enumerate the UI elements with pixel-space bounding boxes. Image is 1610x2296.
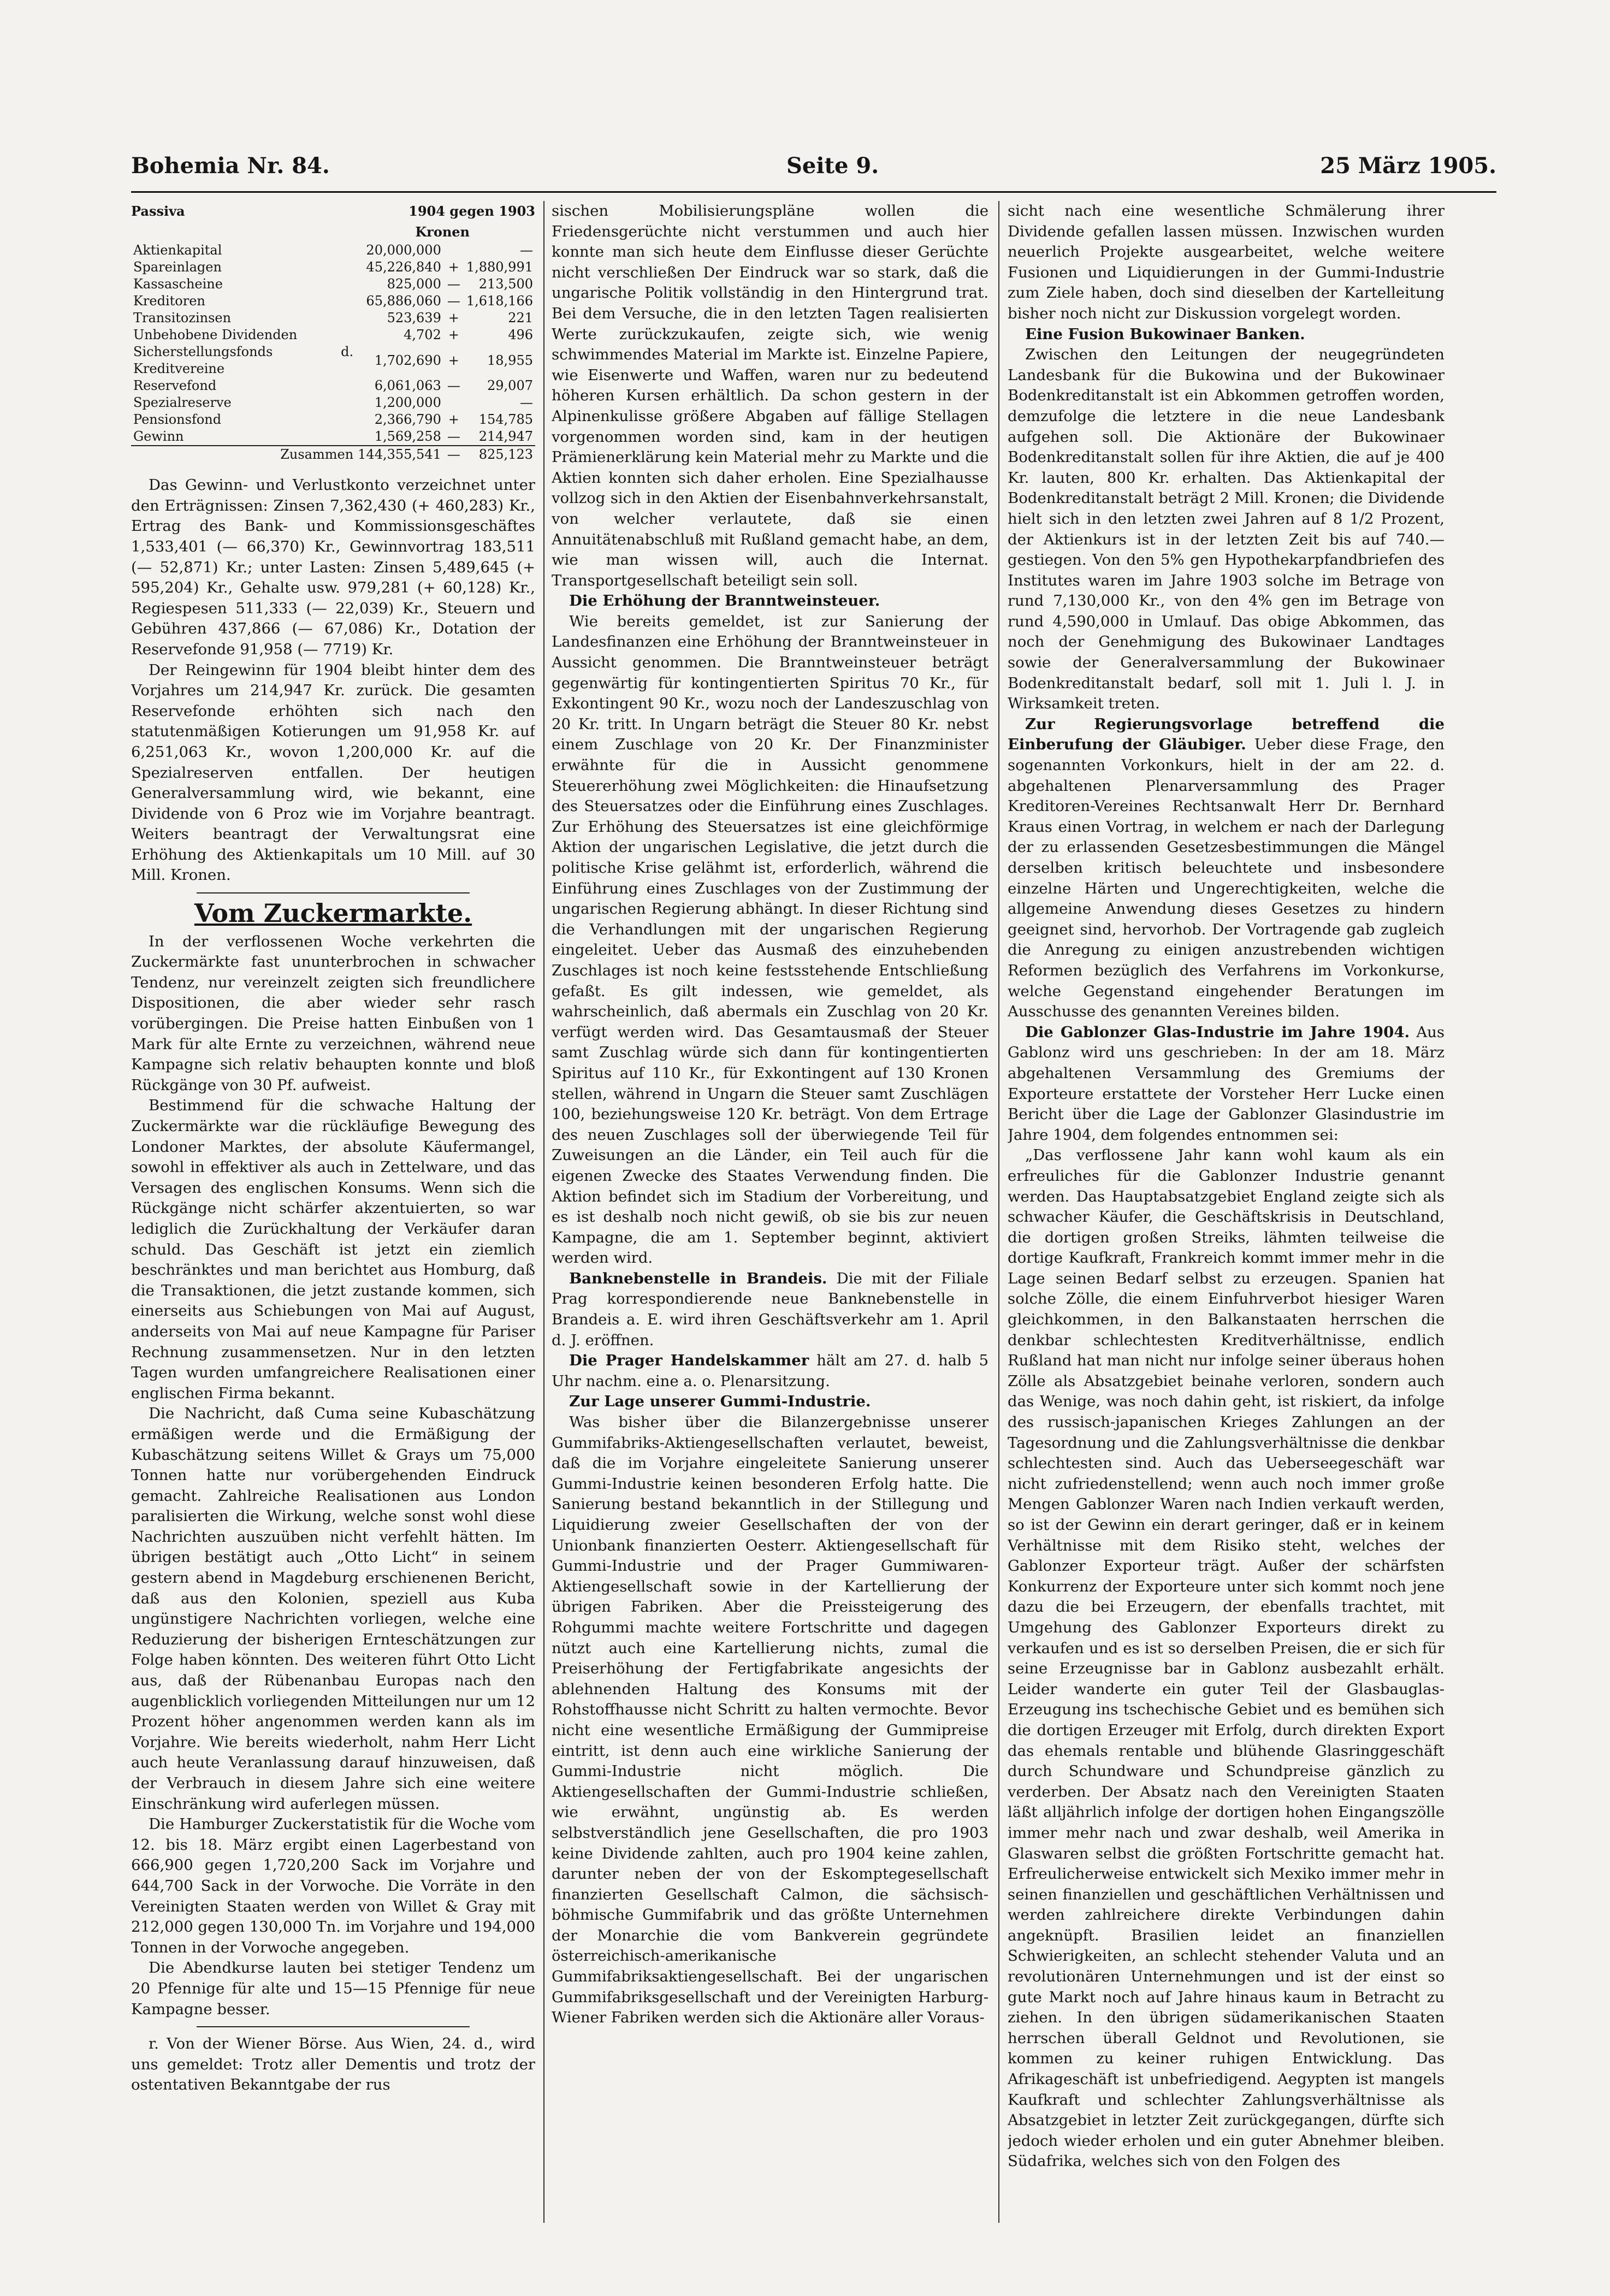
passiva-item-change: — bbox=[520, 242, 533, 258]
passiva-item-name: Aktienkapital bbox=[133, 242, 222, 258]
article-paragraph: Bestimmend für die schwache Haltung der Zuckermärkte war die rückläufige Bewegung des Londoner Marktes, der absolute Käufermangel, sowohl in effektiver als auch in Zettelware, und das Versagen des englischen Konsums. Wenn sich die Rückgänge nicht schärfer akzentuierten, so war lediglich die Zurückhaltung der Verkäufer daran schuld. Das Geschäft ist jetzt ein ziemlich beschränktes und man berichtet aus Homburg, daß die Transaktionen, die jetzt zustande kommen, sich einerseits aus Schiebungen von Mai auf August, anderseits von Mai auf neue Kampagne für Pariser Rechnung zusammensetzen. Nur in den letzten Tagen wurden umfangreichere Realisationen einer englischen Firma bekannt. bbox=[131, 1097, 535, 1402]
publication-title: Bohemia Nr. 84. bbox=[131, 153, 330, 179]
article-paragraph: sischen Mobilisierungspläne wollen die Friedensgerüchte nicht verstummen und auch hier konnte man sich heute dem Einflusse dieser Gerüchte nicht verschließen Der Eindruck war so stark, daß die ungarische Politik vollständig in den Hintergrund trat. Bei dem Versuche, die in den letzten Tagen realisierten Werte zurückzukaufen, zeigte sich, wie wenig schwimmendes Material im Markte ist. Einzelne Papiere, wie Eisenwerte und Waffen, waren nur zu bedeutend höheren Kursen erhältlich. Da schon gestern in der Alpinenkulisse größere Abgaben auf fällige Stellagen vorgenommen worden sind, kam in der heutigen Prämienerklärung kein Material mehr zu Markte und die Aktien konnten sich daher erholen. Eine Spezialhausse vollzog sich in den Aktien der Eisenbahnverkehrsanstalt, von welcher verlautete, daß sie einen Annuitätenabschluß mit Rußland gemacht habe, an dem, wie man wissen will, auch die Internat. Transportgesellschaft beteiligt sein soll. bbox=[552, 202, 989, 589]
article-heading: Die Erhöhung der Branntweinsteuer. bbox=[569, 592, 880, 610]
passiva-row bbox=[131, 276, 535, 293]
passiva-item-value: 45,226,840 bbox=[366, 259, 441, 275]
passiva-currency: Kronen bbox=[415, 223, 470, 240]
passiva-row bbox=[131, 259, 535, 276]
passiva-item-name: Spezialreserve bbox=[133, 395, 232, 411]
article-heading: Banknebenstelle in Brandeis. bbox=[569, 1269, 827, 1287]
passiva-item-value: 1,702,690 bbox=[374, 352, 441, 368]
passiva-item-sign: + bbox=[448, 259, 459, 275]
passiva-item-name: Kassascheine bbox=[133, 276, 223, 292]
article-paragraph: Die Hamburger Zuckerstatistik für die Woche vom 12. bis 18. März ergibt einen Lagerbestand von 666,900 gegen 1,720,200 Sack im Vorjahre und 644,700 Sack in der Vorwoche. Die Vorräte in den Vereinigten Staaten werden von Willet & Gray mit 212,000 gegen 130,000 Tn. im Vorjahre und 194,000 Tonnen in der Vorwoche angegeben. bbox=[131, 1815, 535, 1956]
total-change: 825,123 bbox=[478, 447, 533, 463]
passiva-item-value: 4,702 bbox=[404, 327, 441, 343]
article-paragraph: Die Nachricht, daß Cuma seine Kubaschätzung ermäßigen werde und die Ermäßigung der Kubaschätzung seitens Willet & Grays um 75,000 Tonnen hatte nur vorübergehenden Eindruck gemacht. Zahlreiche Realisationen aus London paralisierten die Wirkung, welche sonst wohl diese Nachrichten auszuüben nicht verfehlt hätten. Im übrigen bestätigt auch „Otto Licht“ in seinem gestern abend in Magdeburg erschienenen Bericht, daß aus den Kolonien, speziell aus Kuba ungünstigere Nachrichten vorliegen, welche eine Reduzierung der bisherigen Ernteschätzungen zur Folge haben könnten. Des weiteren führt Otto Licht aus, daß der Rübenanbau Europas nach den augenblicklich vorliegenden Mitteilungen nur um 12 Prozent höher angenommen werden kann als im Vorjahre. Wie bereits wiederholt, nahm Herr Licht auch heute Veranlassung darauf hinzuweisen, daß der Verbrauch in diesem Jahre sich eine weitere Einschränkung wird auferlegen müssen. bbox=[131, 1405, 535, 1813]
article-heading: Eine Fusion Bukowinaer Banken. bbox=[1025, 325, 1305, 343]
passiva-row bbox=[131, 377, 535, 394]
passiva-item-change: — bbox=[520, 395, 533, 411]
article-paragraph: Aus Gablonz wird uns geschrieben: In der am 18. März abgehaltenen Versammlung des Gremiums der Exporteure erstattete der Vorsteher Herr Lucke einen Bericht über die Lage der Gablonzer Glasindustrie im Jahre 1904, dem folgendes entnommen sei: bbox=[1008, 1023, 1445, 1144]
passiva-item-sign: — bbox=[447, 429, 460, 445]
passiva-item-change: 1,618,166 bbox=[466, 293, 533, 309]
section-title: Vom Zuckermarkte. bbox=[194, 898, 472, 928]
passiva-item-change: 18,955 bbox=[487, 352, 533, 368]
passiva-item-value: 20,000,000 bbox=[366, 242, 441, 258]
header-rule bbox=[131, 191, 1496, 193]
passiva-item-value: 2,366,790 bbox=[374, 412, 441, 428]
passiva-item-sign: — bbox=[447, 378, 460, 394]
newspaper-page bbox=[98, 82, 1496, 2245]
passiva-item-sign bbox=[443, 242, 464, 259]
column-1 bbox=[131, 201, 535, 2245]
column-divider-2 bbox=[998, 201, 999, 2223]
passiva-item-sign: + bbox=[448, 352, 459, 368]
passiva-header bbox=[131, 201, 535, 222]
issue-date: 25 März 1905. bbox=[1320, 153, 1496, 179]
passiva-item-sign: + bbox=[448, 327, 459, 343]
passiva-item-name: Transitozinsen bbox=[133, 310, 232, 326]
separator bbox=[197, 892, 470, 893]
passiva-item-value: 1,200,000 bbox=[374, 395, 441, 411]
article-paragraph: Ueber diese Frage, den sogenannten Vorkonkurs, hielt in der am 22. d. abgehaltenen Plenarversammlung des Prager Kreditoren-Vereines Rechtsanwalt Herr Dr. Bernhard Kraus einen Vortrag, in welchem er nach der Darlegung der zu erlassenden Gesetzesbestimmungen die Mängel derselben kritisch beleuchtete und insbesondere einzelne Härten und Ungerechtigkeiten, welche die allgemeine Anwendung dieses Gesetzes zu hindern geeignet sind, hervorhob. Der Vortragende gab zugleich die Anregung zu einigen anzustrebenden wichtigen Reformen bezüglich des Verfahrens im Vorkonkurse, welche Gegenstand eingehender Beratungen im Ausschusse des genannten Vereines bilden. bbox=[1008, 736, 1445, 1021]
passiva-table bbox=[131, 242, 535, 463]
passiva-item-value: 523,639 bbox=[387, 310, 441, 326]
passiva-row bbox=[131, 344, 535, 377]
total-value: 144,355,541 bbox=[358, 447, 441, 463]
article-paragraph: Die mit der Filiale Prag korrespondierende neue Banknebenstelle in Brandeis a. E. wird ihren Geschäftsverkehr am 1. April d. J. eröffnen. bbox=[552, 1269, 989, 1349]
passiva-item-value: 1,569,258 bbox=[374, 429, 441, 445]
passiva-row bbox=[131, 327, 535, 344]
article-paragraph: sicht nach eine wesentliche Schmälerung ihrer Dividende gefallen lassen müssen. Inzwischen wurden neuerlich Projekte ausgearbeitet, welche weitere Fusionen und Liquidierungen in der Gummi-Industrie zum Ziele haben, doch sind dieselben der Kartelleitung bisher noch nicht zur Diskussion vorgelegt worden. bbox=[1008, 202, 1445, 322]
article-heading: Zur Regierungsvorlage betreffend die Einberufung der Gläubiger. bbox=[1008, 715, 1445, 754]
article-paragraph: In der verflossenen Woche verkehrten die Zuckermärkte fast ununterbrochen in schwacher Tendenz, nur vereinzelt zeigten sich freundlichere Dispositionen, die aber wieder sehr rasch vorübergingen. Die Preise hatten Einbußen von 1 Mark für alte Ernte zu verzeichnen, während neue Kampagne sich relativ behaupten konnte und bloß Rückgänge von 30 Pf. aufweist. bbox=[131, 932, 535, 1094]
column-2 bbox=[552, 201, 989, 2245]
article-paragraph: Was bisher über die Bilanzergebnisse unserer Gummifabriks-Aktiengesellschaften verlautet, beweist, daß die im Vorjahre eingeleitete Sanierung unserer Gummi-Industrie keinen besonderen Erfolg hatte. Die Sanierung bestand bekanntlich in der Stillegung und Liquidierung zweier Gesellschaften der von der Unionbank finanzierten Oesterr. Aktiengesellschaft für Gummi-Industrie und der Prager Gummiwaren-Aktiengesellschaft sowie in der Kartellierung der übrigen Fabriken. Aber die Preissteigerung des Rohgummi machte weitere Fortschritte und dagegen nützt auch eine Kartellierung nichts, zumal die Preiserhöhung der Fertigfabrikate angesichts der ablehnenden Haltung des Konsums mit der Rohstoffhausse nicht Schritt zu halten vermochte. Bevor nicht eine wesentliche Ermäßigung der Gummipreise eintritt, ist denn auch eine wirkliche Sanierung der Gummi-Industrie nicht möglich. Die Aktiengesellschaften der Gummi-Industrie schließen, wie erwähnt, ungünstig ab. Es werden selbstverständlich jene Gesellschaften, die pro 1903 keine Dividende zahlten, auch pro 1904 keine zahlen, darunter neben der von der Eskomptegesellschaft finanzierten Gesellschaft Calmon, die sächsisch-böhmische Gummifabrik und das größte Unternehmen der Monarchie die vom Bankverein gegründete österreichisch-amerikanische Gummifabriksaktiengesellschaft. Bei der ungarischen Gummifabriksgesellschaft und der Vereinigten Harburg-Wiener Fabriken werden sich die Aktionäre aller Voraus- bbox=[552, 1413, 989, 2027]
article-paragraph: Das Gewinn- und Verlustkonto verzeichnet unter den Erträgnissen: Zinsen 7,362,430 (+ 460,283) Kr., Ertrag des Bank- und Kommissionsgeschäftes 1,533,401 (— 66,370) Kr., Gewinnvortrag 183,511 (— 52,871) Kr.; unter Lasten: Zinsen 5,489,645 (+ 595,204) Kr., Gehalte usw. 979,281 (+ 60,128) Kr., Regiespesen 511,333 (— 22,039) Kr., Steuern und Gebühren 437,866 (— 67,086) Kr., Dotation der Reservefonde 91,958 (— 7719) Kr. bbox=[131, 476, 535, 658]
passiva-item-name: Sicherstellungsfonds d. Kreditvereine bbox=[133, 344, 354, 377]
passiva-item-sign: + bbox=[448, 412, 459, 428]
passiva-row bbox=[131, 310, 535, 327]
passiva-item-change: 154,785 bbox=[478, 412, 533, 428]
column-3 bbox=[1008, 201, 1445, 2245]
passiva-item-name: Kreditoren bbox=[133, 293, 205, 309]
passiva-row bbox=[131, 242, 535, 259]
passiva-label: Passiva bbox=[131, 203, 185, 219]
passiva-item-sign: — bbox=[447, 276, 460, 292]
article-heading: Zur Lage unserer Gummi-Industrie. bbox=[569, 1393, 871, 1411]
passiva-row bbox=[131, 394, 535, 411]
passiva-item-name: Spareinlagen bbox=[133, 259, 222, 275]
article-paragraph: Die Abendkurse lauten bei stetiger Tendenz um 20 Pfennige für alte und 15—15 Pfennige für neue Kampagne besser. bbox=[131, 1959, 535, 2018]
passiva-row bbox=[131, 428, 535, 446]
passiva-item-value: 6,061,063 bbox=[374, 378, 441, 394]
column-divider-1 bbox=[543, 201, 544, 2223]
separator bbox=[197, 2026, 470, 2027]
passiva-item-name: Gewinn bbox=[133, 429, 184, 445]
passiva-item-value: 65,886,060 bbox=[366, 293, 441, 309]
page-header bbox=[131, 153, 1496, 191]
article-paragraph: Der Reingewinn für 1904 bleibt hinter dem des Vorjahres um 214,947 Kr. zurück. Die gesamten Reservefonde erhöhten sich nach den statutenmäßigen Kotierungen um 91,958 Kr. auf 6,251,063 Kr., wovon 1,200,000 Kr. auf die Spezialreserven entfallen. Der heutigen Generalversammlung wird, wie bekannt, eine Dividende von 6 Proz wie im Vorjahre beantragt. Weiters beantragt der Verwaltungsrat eine Erhöhung des Aktienkapitals um 10 Mill. auf 30 Mill. Kronen. bbox=[131, 661, 535, 884]
article-paragraph: hält am 27. d. halb 5 Uhr nachm. eine a. o. Plenarsitzung. bbox=[552, 1352, 989, 1390]
passiva-item-name: Pensionsfond bbox=[133, 412, 222, 428]
passiva-total-row bbox=[131, 446, 535, 463]
passiva-item-change: 213,500 bbox=[478, 276, 533, 292]
passiva-item-sign: — bbox=[447, 293, 460, 309]
passiva-item-name: Unbehobene Dividenden bbox=[133, 327, 298, 343]
article-heading: Die Prager Handelskammer bbox=[569, 1352, 809, 1370]
passiva-years: 1904 gegen 1903 bbox=[409, 203, 535, 219]
article-paragraph: „Das verflossene Jahr kann wohl kaum als ein erfreuliches für die Gablonzer Industrie genannt werden. Das Hauptabsatzgebiet England zeigte sich als schwacher Käufer, die Geschäftskrisis in Deutschland, die dortigen großen Streiks, lähmten teilweise die dortige Kaufkraft, Frankreich kommt immer mehr in die Lage seinen Bedarf selbst zu erzeugen. Spanien hat solche Zölle, die einem Einfuhrverbot hiesiger Waren gleichkommen, in den Balkanstaaten herrschen die denkbar schlechtesten Kreditverhältnisse, endlich Rußland hat man nicht nur infolge seiner überaus hohen Zölle als Absatzgebiet beinahe verloren, sondern auch das Wenige, was noch dahin geht, ist riskiert, da infolge des russisch-japanischen Krieges Zahlungen an der Tagesordnung und die Zahlungsverhältnisse die denkbar schlechtesten sind. Auch das Ueberseegeschäft war nicht zufriedenstellend; wenn auch noch immer große Mengen Gablonzer Waren nach Indien verkauft werden, so ist der Gewinn ein derart geringer, daß er in keinem Verhältnisse mit dem Risiko steht, welches der Gablonzer Exporteur trägt. Außer der schärfsten Konkurrenz der Exporteure unter sich kommt noch jene dazu die bei Erzeugern, der ebenfalls trachtet, mit Umgehung des Gablonzer Exporteurs direkt zu verkaufen und es ist so derselben Preisen, die er sich für seine Erzeugnisse bar in Gablonz ausbezahlt erhält. Leider wanderte ein guter Teil der Glasbauglas-Erzeugung ins tschechische Gebiet und es bemühen sich die dortigen Erzeuger mit Erfolg, durch direkten Export das ehemals rentable und blühende Glasringgeschäft durch Schundware und Schundpreise gänzlich zu verderben. Der Absatz nach den Vereinigten Staaten läßt alljährlich infolge der dortigen hohen Eingangszölle immer mehr nach und zwar deshalb, weil Amerika in Glaswaren selbst die größten Fortschritte gemacht hat. Erfreulicherweise entwickelt sich Mexiko immer mehr in seinen finanziellen und geschäftlichen Verhältnissen und werden zahlreichere direkte Verbindungen dahin angeknüpft. Brasilien leidet an finanziellen Schwierigkeiten, an schlecht stehender Valuta und an revolutionären Unternehmungen und ist der einst so gute Markt noch auf Jahre hinaus kaum in Betracht zu ziehen. In den übrigen südamerikanischen Staaten herrschen überall Geldnot und Revolutionen, sie kommen zu keiner ruhigen Entwicklung. Das Afrikageschäft ist unbefriedigend. Aegypten ist mangels Kaufkraft und schlechter Zahlungsverhältnisse als Absatzgebiet in letzter Zeit zurückgegangen, dürfte sich jedoch wieder erholen und ein guter Abnehmer bleiben. Südafrika, welches sich von den Folgen des bbox=[1008, 1146, 1445, 2170]
article-heading: Die Gablonzer Glas-Industrie im Jahre 1904. bbox=[1025, 1023, 1410, 1041]
passiva-item-sign bbox=[443, 394, 464, 411]
article-paragraph: Zwischen den Leitungen der neugegründeten Landesbank für die Bukowina und der Bukowinaer Bodenkreditanstalt ist ein Abkommen getroffen worden, demzufolge die letztere in die neue Landesbank aufgehen soll. Die Aktionäre der Bukowinaer Bodenkreditanstalt sollen für ihre Aktien, die auf je 400 Kr. lauten, 800 Kr. erhalten. Das Aktienkapital der Bodenkreditanstalt beträgt 2 Mill. Kronen; die Dividende hielt sich in den letzten zwei Jahren auf 8 1/2 Prozent, der Aktienkurs ist in der letzten Zeit bis auf 740.— gestiegen. Von den 5% gen Hypothekarpfandbriefen des Institutes waren im Jahre 1903 solche im Betrage von rund 7,130,000 Kr., von den 4% gen im Betrage von rund 4,590,000 in Umlauf. Das obige Abkommen, das noch der Genehmigung des Bukowinaer Landtages sowie der Generalversammlung der Bukowinaer Bodenkreditanstalt bedarf, soll mit 1. Juli l. J. in Wirksamkeit treten. bbox=[1008, 346, 1445, 713]
passiva-item-name: Reservefond bbox=[133, 378, 217, 394]
total-sign: — bbox=[447, 447, 460, 463]
passiva-item-change: 1,880,991 bbox=[466, 259, 533, 275]
passiva-item-change: 221 bbox=[508, 310, 533, 326]
page-number: Seite 9. bbox=[786, 153, 879, 179]
total-label: Zusammen bbox=[280, 447, 354, 463]
passiva-row bbox=[131, 411, 535, 428]
passiva-item-change: 29,007 bbox=[487, 378, 533, 394]
article-paragraph: Wie bereits gemeldet, ist zur Sanierung der Landesfinanzen eine Erhöhung der Branntweinsteuer in Aussicht genommen. Die Branntweinsteuer beträgt gegenwärtig für kontingentierten Spiritus 70 Kr., für Exkontingent 90 Kr., wozu noch der Landeszuschlag von 20 Kr. tritt. In Ungarn beträgt die Steuer 80 Kr. nebst einem Zuschlage von 20 Kr. Der Finanzminister erwähnte für die in Aussicht genommene Steuererhöhung zwei Möglichkeiten: die Hinaufsetzung des Steuersatzes oder die Einführung eines Zuschlages. Zur Erhöhung des Steuersatzes ist eine gleichförmige Aktion der ungarischen Legislative, die jetzt durch die politische Krise gelähmt ist, erforderlich, während die Einführung eines Zuschlages von der Zustimmung der ungarischen Regierung abhängt. In dieser Richtung sind die Verhandlungen mit der ungarischen Regierung eingeleitet. Ueber das Ausmaß des einzuhebenden Zuschlages ist noch keine festsstehende Entschließung gefaßt. Es gilt indessen, wie gemeldet, als wahrscheinlich, daß abermals ein Zuschlag von 20 Kr. verfügt werden wird. Das Gesamtausmaß der Steuer samt Zuschlag würde sich dann für kontingentierten Spiritus auf 110 Kr., für Exkontingent auf 130 Kronen stellen, während in Ungarn die Steuer samt Zuschlägen 100, beziehungsweise 120 Kr. beträgt. Von dem Ertrage des neuen Zuschlages soll der überwiegende Teil für Zuweisungen an die Länder, ein Teil auch für die eigenen Zwecke des Staates Verwendung finden. Die Aktion befindet sich im Stadium der Vorbereitung, und es ist deshalb noch nicht gewiß, ob sie bis zur neuen Kampagne, die am 1. September beginnt, aktiviert werden wird. bbox=[552, 612, 989, 1267]
passiva-item-change: 496 bbox=[508, 327, 533, 343]
passiva-row bbox=[131, 293, 535, 310]
passiva-item-value: 825,000 bbox=[387, 276, 441, 292]
passiva-item-sign: + bbox=[448, 310, 459, 326]
passiva-item-change: 214,947 bbox=[478, 429, 533, 445]
article-paragraph: r. Von der Wiener Börse. Aus Wien, 24. d., wird uns gemeldet: Trotz aller Dementis und trotz der ostentativen Bekanntgabe der rus bbox=[131, 2035, 535, 2094]
